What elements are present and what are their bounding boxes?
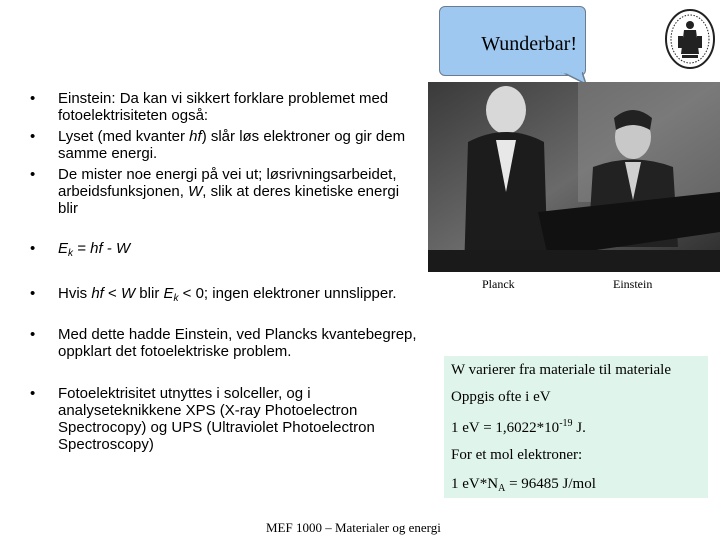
bullet-marker: • bbox=[30, 90, 36, 107]
bullet-kinetic-formula: $E_k$ = hf - W bbox=[58, 240, 131, 259]
caption-planck: Planck bbox=[482, 277, 515, 291]
university-seal-icon bbox=[664, 8, 716, 70]
info-line-mol: For et mol elektroner: bbox=[451, 447, 583, 463]
bullet-marker: • bbox=[30, 240, 36, 257]
speech-bubble-text: Wunderbar! bbox=[481, 33, 577, 55]
info-line-ev-value: 1 eV = $1,6022*10^{-19}$ J. bbox=[451, 418, 586, 436]
bullet-applications: Fotoelektrisitet utnyttes i solceller, og i analyseteknikkene XPS (X-ray Photoelectron Spectrocopy) og UPS (Ultraviolet Photoelectron Spectroscopy) bbox=[58, 385, 375, 453]
bullet-einstein-explain: Einstein: Da kan vi sikkert forklare problemet med fotoelektrisiteten også: bbox=[58, 90, 389, 124]
info-line-mol-value: 1 $eV*N_A = 96485$ J/mol bbox=[451, 476, 596, 494]
bullet-work-function: De mister noe energi på vei ut; løsrivningsarbeidet, arbeidsfunksjonen, W, slik at deres kinetiske energi blir bbox=[58, 166, 400, 217]
info-line-varies: W varierer fra materiale til materiale bbox=[451, 362, 672, 378]
bullet-marker: • bbox=[30, 128, 36, 145]
info-line-ev: Oppgis ofte i eV bbox=[451, 389, 551, 405]
bullet-marker: • bbox=[30, 326, 36, 343]
bullet-marker: • bbox=[30, 285, 36, 302]
bullet-marker: • bbox=[30, 385, 36, 402]
bullet-planck-concept: Med dette hadde Einstein, ved Plancks kvantebegrep, oppklart det fotoelektriske problem. bbox=[58, 326, 417, 360]
footer-course-title: MEF 1000 – Materialer og energi bbox=[266, 520, 441, 535]
caption-einstein: Einstein bbox=[613, 277, 653, 291]
speech-bubble bbox=[439, 6, 586, 76]
work-function-info-box bbox=[444, 356, 708, 498]
bullet-condition: Hvis hf < W blir $E_k < 0$; ingen elektroner unnslipper. bbox=[58, 285, 397, 304]
planck-einstein-photo bbox=[428, 82, 720, 272]
bullet-light-quanta: Lyset (med kvanter hf) slår løs elektroner og gir dem samme energi. bbox=[58, 128, 406, 162]
bullet-marker: • bbox=[30, 166, 36, 183]
